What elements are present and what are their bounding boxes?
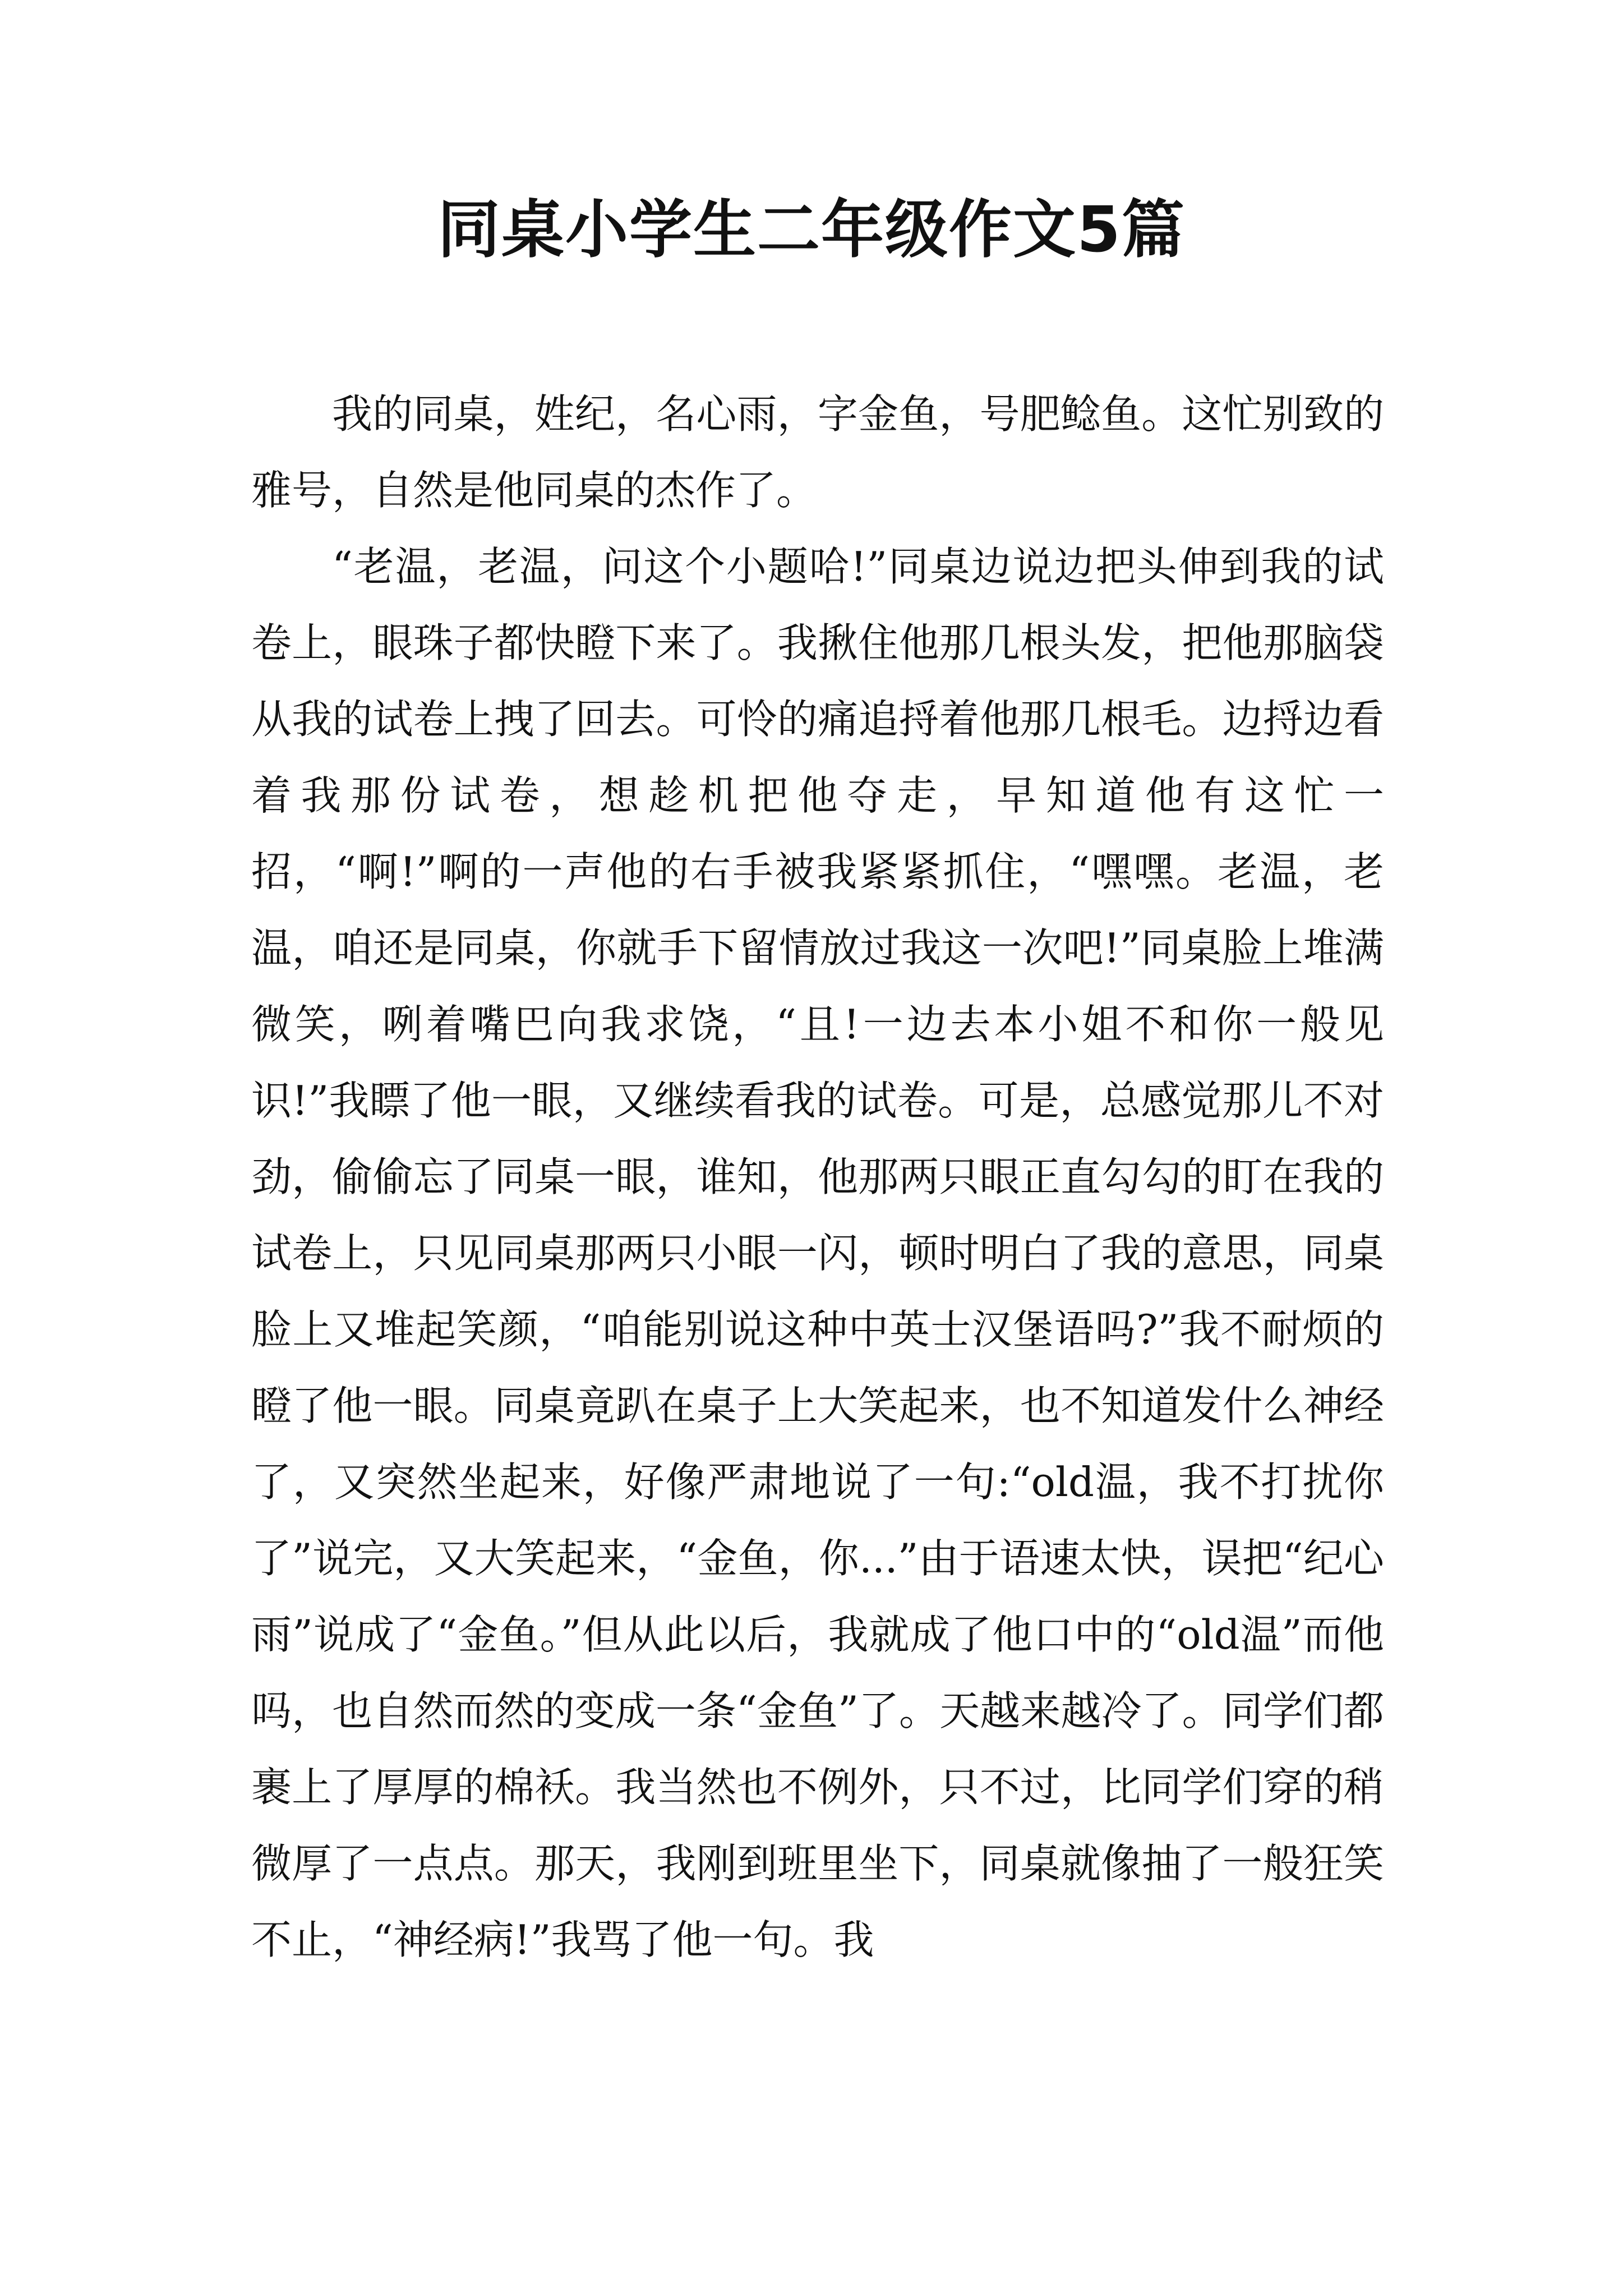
document-title: 同桌小学生二年级作文5篇 bbox=[437, 194, 1186, 266]
paragraph: “老温，老温，问这个小题哈!”同桌边说边把头伸到我的试卷上，眼珠子都快瞪下来了。我揪住他那几根头发，把他那脑袋从我的试卷上拽了回去。可怜的痛追捋着他那几根毛。边捋边看着我那份试卷，想趁机把他夺走，早知道他有这忙一招，“啊!”啊的一声他的右手被我紧紧抓住，“嘿嘿。老温，老温，咱还是同桌，你就手下留情放过我这一次吧!”同桌脸上堆满微笑，咧着嘴巴向我求饶，“且!一边去本小姐不和你一般见识!”我瞟了他一眼，又继续看我的试卷。可是，总感觉那儿不对劲，偷偷忘了同桌一眼，谁知，他那两只眼正直勾勾的盯在我的试卷上，只见同桌那两只小眼一闪，顿时明白了我的意思，同桌脸上又堆起笑颜，“咱能别说这种中英士汉堡语吗?”我不耐烦的瞪了他一眼。同桌竟趴在桌子上大笑起来，也不知道发什么神经了，又突然坐起来，好像严肃地说了一句:“old温，我不打扰你了”说完，又大笑起来，“金鱼，你...”由于语速太快，误把“纪心雨”说成了“金鱼。”但从此以后，我就成了他口中的“old温”而他吗，也自然而然的变成一条“金鱼”了。天越来越冷了。同学们都裹上了厚厚的棉袄。我当然也不例外，只不过，比同学们穿的稍微厚了一点点。那天，我刚到班里坐下，同桌就像抽了一般狂笑不止，“神经病!”我骂了他一句。我 bbox=[251, 543, 1384, 1963]
paragraph: 我的同桌，姓纪，名心雨，字金鱼，号肥鲶鱼。这忙别致的雅号，自然是他同桌的杰作了。 bbox=[251, 390, 1384, 514]
document-body bbox=[251, 376, 1384, 1978]
